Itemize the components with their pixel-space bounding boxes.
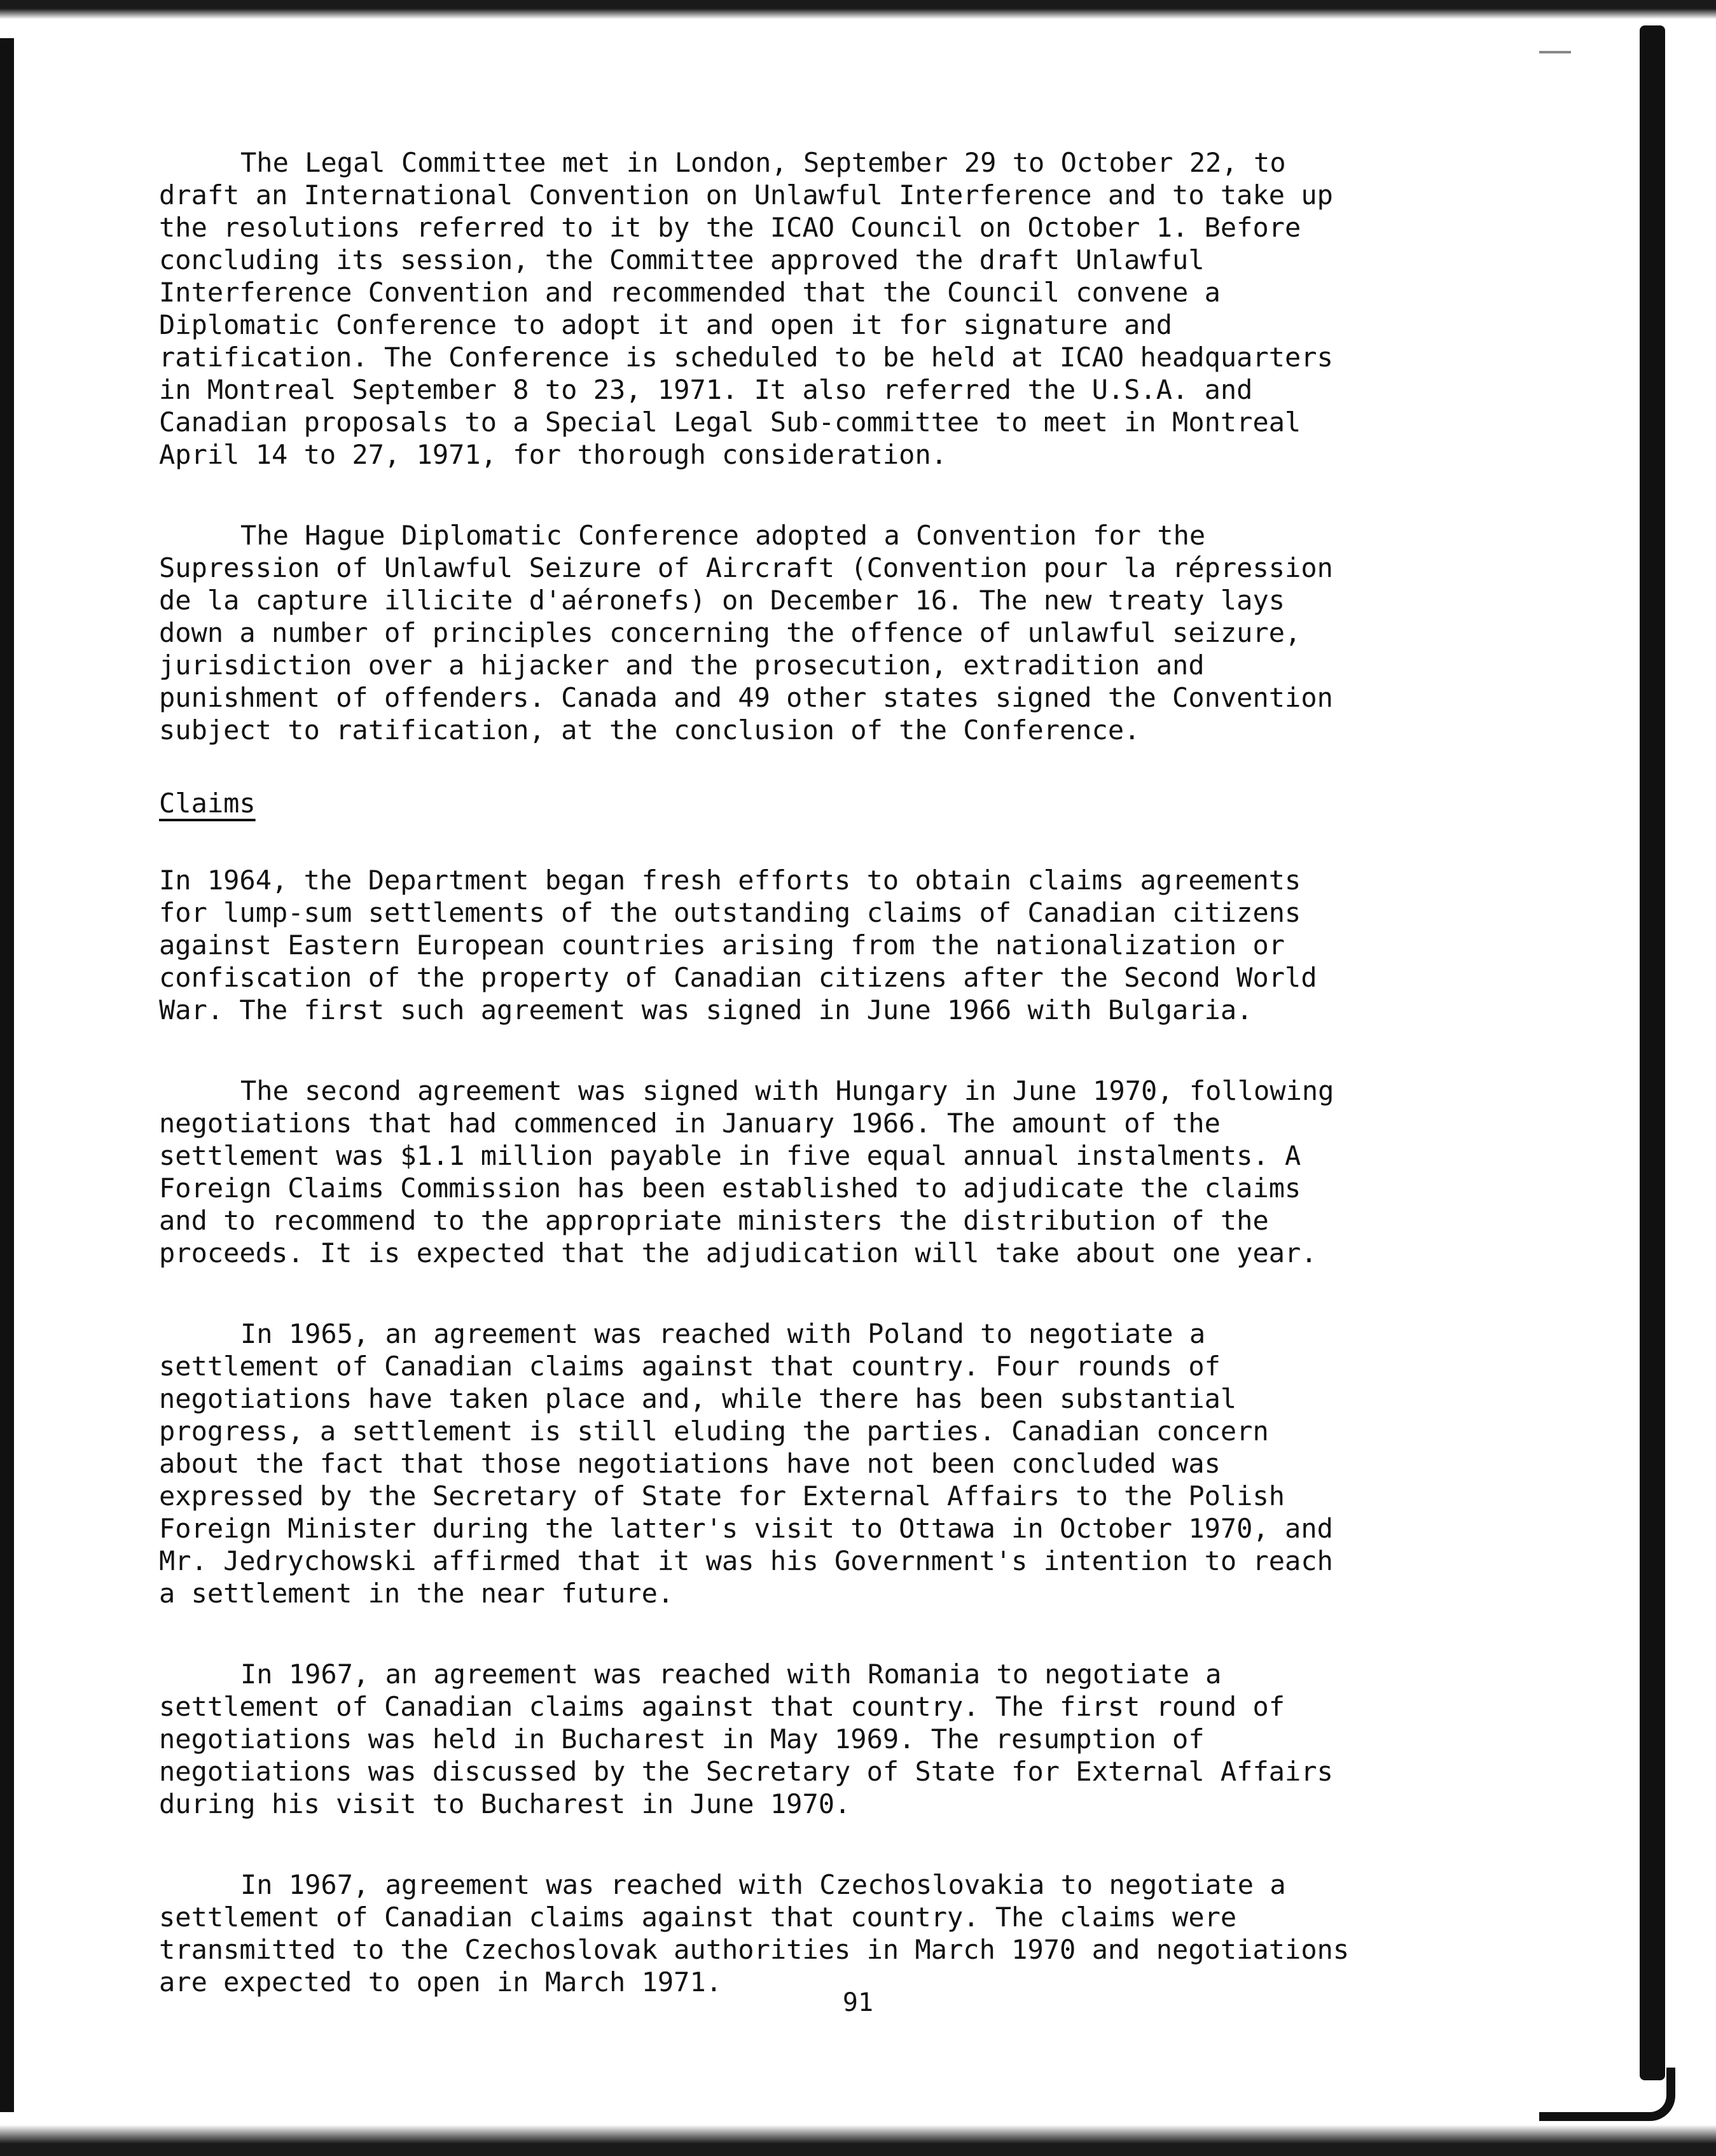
document-page: [159, 146, 1366, 2047]
scan-border-bottom: [0, 2125, 1716, 2156]
paragraph-claims-poland: In 1965, an agreement was reached with Poland to negotiate a settlement of Canadian claims against that country. Four rounds of negotiations have taken place and, while there has been substantial progress, a settlement is still eluding the parties. Canadian concern about the fact that those negotiations have not been concluded was expressed by the Secretary of State for External Affairs to the Polish Foreign Minister during the latter's visit to Ottawa in October 1970, and Mr. Jedrychowski affirmed that it was his Government's intention to reach a settlement in the near future.: [159, 1318, 1350, 1609]
paragraph-hague-conference: The Hague Diplomatic Conference adopted a Convention for the Supression of Unlawful Seizure of Aircraft (Convention pour la répression de la capture illicite d'aéronefs) on December 16. The new treaty lays down a number of principles concerning the offence of unlawful seizure, jurisdiction over a hijacker and the prosecution, extradition and punishment of offenders. Canada and 49 other states signed the Convention subject to ratification, at the conclusion of the Conference.: [159, 520, 1350, 746]
paragraph-claims-czechoslovakia: In 1967, agreement was reached with Czechoslovakia to negotiate a settlement of Canadian claims against that country. The claims were transmitted to the Czechoslovak authorities in March 1970 and negotiations are expected to open in March 1971.: [159, 1869, 1366, 1998]
scan-border-top: [0, 0, 1716, 19]
section-heading-claims: Claims: [159, 788, 256, 819]
scan-corner-mark: [1539, 2068, 1675, 2121]
scan-border-left: [0, 38, 14, 2112]
paragraph-claims-hungary: The second agreement was signed with Hungary in June 1970, following negotiations that had commenced in January 1966. The amount of the settlement was $1.1 million payable in five equal annual instalments. A Foreign Claims Commission has been established to adjudicate the claims and to recommend to the appropriate ministers the distribution of the proceeds. It is expected that the adjudication will take about one year.: [159, 1075, 1350, 1269]
paragraph-claims-romania: In 1967, an agreement was reached with Romania to negotiate a settlement of Canadian claims against that country. The first round of negotiations was held in Bucharest in May 1969. The resumption of negotiations was discussed by the Secretary of State for External Affairs during his visit to Bucharest in June 1970.: [159, 1659, 1350, 1819]
scan-speck: [1539, 51, 1571, 53]
scan-border-right: [1640, 25, 1665, 2080]
paragraph-claims-1964: In 1964, the Department began fresh efforts to obtain claims agreements for lump-sum settlements of the outstanding claims of Canadian citizens against Eastern European countries arising from the nationalization or confiscation of the property of Canadian citizens after the Second World War. The first such agreement was signed in June 1966 with Bulgaria.: [159, 865, 1333, 1026]
paragraph-legal-committee: The Legal Committee met in London, September 29 to October 22, to draft an International Convention on Unlawful Interference and to take up the resolutions referred to it by the ICAO Council on October 1. Before concluding its session, the Committee approved the draft Unlawful Interference Convention and recommended that the Council convene a Diplomatic Conference to adopt it and open it for signature and ratification. The Conference is scheduled to be held at ICAO headquarters in Montreal September 8 to 23, 1971. It also referred the U.S.A. and Canadian proposals to a Special Legal Sub-committee to meet in Montreal April 14 to 27, 1971, for thorough consideration.: [159, 147, 1350, 470]
page-number: 91: [842, 1988, 874, 2017]
